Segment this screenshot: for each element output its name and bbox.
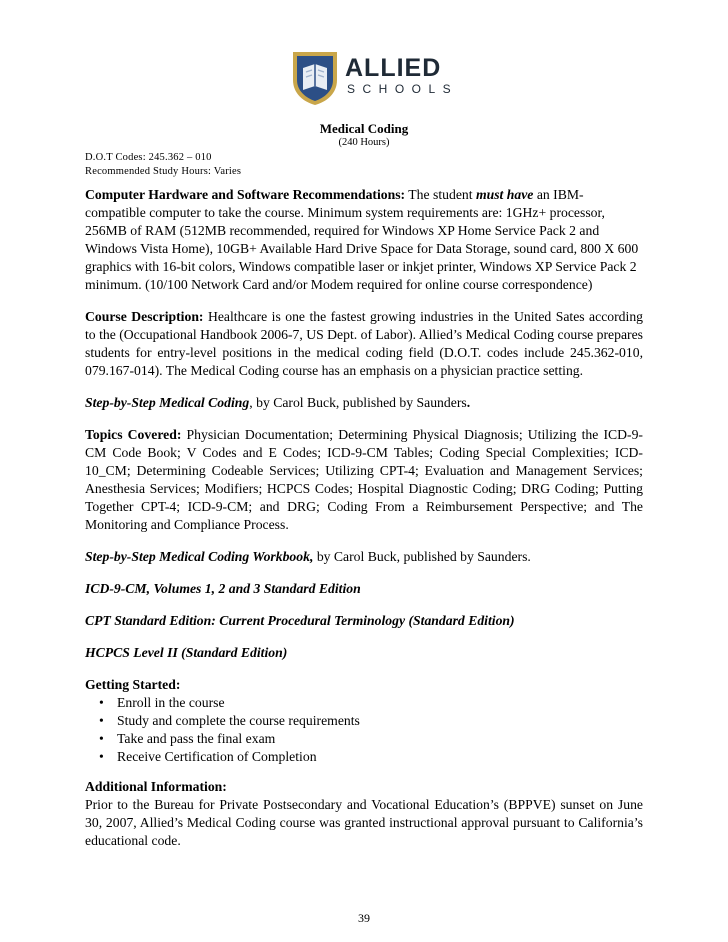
book-4: CPT Standard Edition: Current Procedural Terminology (Standard Edition) [85,613,515,628]
course-hours: (240 Hours) [338,137,390,148]
getting-started-label: Getting Started: [85,677,181,692]
list-item: • Enroll in the course [85,694,643,712]
hardware-text-after: an IBM-compatible computer to take the course. Minimum system requirements are: 1GHz+ processor, 256MB of RAM (512MB recommended, required for Windows XP Home Service Pack 2 and Windows Vista Home), 10GB+ Available Hard Drive Space for Data Storage, sound card, 800 X 600 graphics with 16-bit colors, Windows compatible laser or inkjet printer, Windows XP Service Pack 2 minimum. (10/100 Network Card and/or Modem required for online course correspondence) [85,187,639,292]
book-1 [85,394,643,412]
dot-codes: D.O.T Codes: 245.362 – 010 [85,152,212,163]
book-1-title: Step-by-Step Medical Coding [85,395,250,410]
course-title: Medical Coding [319,121,409,136]
topics-text: Physician Documentation; Determining Physical Diagnosis; Utilizing the ICD-9-CM Code Book; V Codes and E Codes; ICD-9-CM Tables; Coding Special Complexities; ICD-10_CM; Determining Codeable Services; Utilizing CPT-4; Evaluation and Management Services; Anesthesia Services; Modifiers; HCPCS Codes; Hospital Diagnostic Coding; DRG Coding; Putting Together CPT-4; ICD-9-CM; and DRG; Coding From a Reimbursement Perspective; and The Monitoring and Compliance Process. [85,427,643,532]
book-1-rest: , by Carol Buck, published by Saunders [249,395,467,410]
list-item: • Take and pass the final exam [85,730,643,748]
getting-started-list [85,694,643,766]
shield-icon [290,50,340,106]
page-number: 39 [358,911,370,925]
description-label: Course Description: [85,309,204,324]
hardware-emphasis: must have [475,187,534,202]
document-body [85,186,643,850]
description-section [85,308,643,380]
additional-label: Additional Information: [85,779,227,794]
logo-subtitle: SCHOOLS [347,82,459,96]
book-1-end: . [466,395,471,410]
additional-section [85,778,643,850]
hardware-text-before: The student [405,187,476,202]
hardware-section [85,186,643,294]
logo-wordmark: ALLIED [345,54,442,82]
book-2-rest: by Carol Buck, published by Saunders. [313,549,531,564]
book-2 [85,548,643,566]
book-3: ICD-9-CM, Volumes 1, 2 and 3 Standard Edition [85,581,361,596]
getting-started-section [85,676,643,766]
list-item: • Study and complete the course requirements [85,712,643,730]
book-5: HCPCS Level II (Standard Edition) [85,645,288,660]
topics-label: Topics Covered: [85,427,182,442]
book-2-title: Step-by-Step Medical Coding Workbook, [85,549,314,564]
list-item: • Receive Certification of Completion [85,748,643,766]
hardware-label: Computer Hardware and Software Recommendations: [85,187,406,202]
topics-section [85,426,643,534]
allied-schools-logo [290,50,459,108]
additional-text: Prior to the Bureau for Private Postsecondary and Vocational Education’s (BPPVE) sunset on June 30, 2007, Allied’s Medical Coding course was granted instructional approval pursuant to California’s educational code. [85,797,643,848]
study-hours: Recommended Study Hours: Varies [85,166,242,177]
description-text: Healthcare is one the fastest growing industries in the United Sates according to the (Occupational Handbook 2006-7, US Dept. of Labor). Allied’s Medical Coding course prepares students for entry-level positions in the medical coding field (D.O.T. codes include 245.362-010, 079.167-014). The Medical Coding course has an emphasis on a physician practice setting. [85,309,644,378]
